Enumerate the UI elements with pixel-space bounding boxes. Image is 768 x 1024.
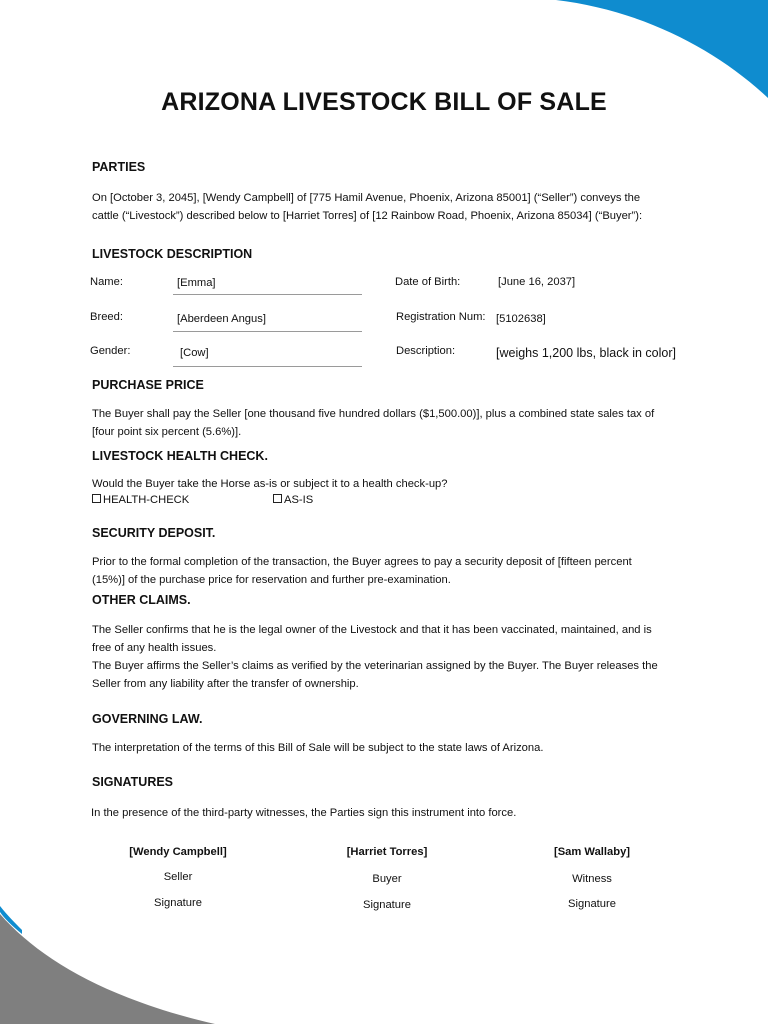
- dob-value: [June 16, 2037]: [498, 276, 576, 288]
- buyer-name: [Harriet Torres]: [346, 846, 428, 858]
- seller-name: [Wendy Campbell]: [129, 846, 227, 858]
- parties-line-1: On [October 3, 2045], [Wendy Campbell] of [775 Hamil Avenue, Phoenix, Arizona 85001] (“Seller”) conveys the: [92, 192, 641, 204]
- buyer-role: Buyer: [372, 873, 402, 885]
- law-line-1: The interpretation of the terms of this Bill of Sale will be subject to the state laws of Arizona.: [92, 742, 544, 754]
- breed-underline: [173, 331, 362, 332]
- signatures-intro-text: In the presence of the third-party witnesses, the Parties sign this instrument into force.: [91, 807, 517, 819]
- health-check-checkbox[interactable]: [92, 494, 101, 503]
- name-value: [Emma]: [177, 277, 216, 289]
- witness-signature-label: Signature: [568, 898, 616, 910]
- name-underline: [173, 294, 362, 295]
- deposit-line-1: Prior to the formal completion of the transaction, the Buyer agrees to pay a security deposit of [fifteen percent: [92, 556, 632, 568]
- buyer-signature-label: Signature: [363, 899, 411, 911]
- registration-label: Registration Num:: [396, 311, 486, 323]
- law-heading: GOVERNING LAW.: [92, 712, 203, 726]
- gender-label: Gender:: [90, 345, 131, 357]
- deposit-paragraph: [92, 553, 692, 589]
- signatures-heading: SIGNATURES: [92, 775, 174, 789]
- breed-label: Breed:: [90, 311, 123, 323]
- claims-line-1: The Seller confirms that he is the legal owner of the Livestock and that it has been vaccinated, maintained, and is: [92, 624, 652, 636]
- witness-role: Witness: [572, 873, 612, 885]
- gender-underline: [173, 366, 362, 367]
- law-paragraph: [92, 739, 692, 757]
- health-question: [92, 475, 692, 493]
- purchase-heading: PURCHASE PRICE: [92, 378, 204, 392]
- document-title: ARIZONA LIVESTOCK BILL OF SALE: [161, 88, 607, 116]
- name-label: Name:: [90, 276, 123, 288]
- as-is-label: AS-IS: [284, 494, 314, 506]
- deposit-line-2: (15%)] of the purchase price for reservation and further pre-examination.: [92, 574, 451, 586]
- deposit-heading: SECURITY DEPOSIT.: [92, 526, 216, 540]
- parties-heading: PARTIES: [92, 160, 146, 174]
- health-check-option[interactable]: [92, 494, 189, 506]
- parties-paragraph: [92, 189, 692, 225]
- claims-heading: OTHER CLAIMS.: [92, 593, 191, 607]
- health-check-label: HEALTH-CHECK: [103, 494, 190, 506]
- signatures-intro: [91, 804, 691, 822]
- purchase-line-1: The Buyer shall pay the Seller [one thousand five hundred dollars ($1,500.00)], plus a combined state sales tax of: [92, 408, 655, 420]
- gender-value: [Cow]: [180, 347, 209, 359]
- purchase-paragraph: [92, 405, 692, 441]
- claims-line-3: The Buyer affirms the Seller’s claims as verified by the veterinarian assigned by the Buyer. The Buyer releases the: [92, 660, 658, 672]
- livestock-heading: LIVESTOCK DESCRIPTION: [92, 247, 253, 261]
- claims-line-4: Seller from any liability after the transfer of ownership.: [92, 678, 359, 690]
- breed-value: [Aberdeen Angus]: [177, 313, 266, 325]
- claims-line-2: free of any health issues.: [92, 642, 217, 654]
- parties-line-2: cattle (“Livestock”) described below to [Harriet Torres] of [12 Rainbow Road, Phoenix, Arizona 85034] (“Buyer”):: [92, 210, 643, 222]
- seller-role: Seller: [163, 871, 193, 883]
- claims-paragraph: [92, 621, 692, 693]
- description-label: Description:: [396, 345, 456, 357]
- purchase-line-2: [four point six percent (5.6%)].: [92, 426, 242, 438]
- seller-signature-label: Signature: [154, 897, 202, 909]
- as-is-option[interactable]: [273, 494, 313, 506]
- witness-name: [Sam Wallaby]: [553, 846, 631, 858]
- description-value: [weighs 1,200 lbs, black in color]: [496, 346, 676, 360]
- registration-value: [5102638]: [496, 313, 546, 325]
- health-question-text: Would the Buyer take the Horse as-is or subject it to a health check-up?: [92, 478, 448, 490]
- as-is-checkbox[interactable]: [273, 494, 282, 503]
- health-heading: LIVESTOCK HEALTH CHECK.: [92, 449, 268, 463]
- dob-label: Date of Birth:: [395, 276, 461, 288]
